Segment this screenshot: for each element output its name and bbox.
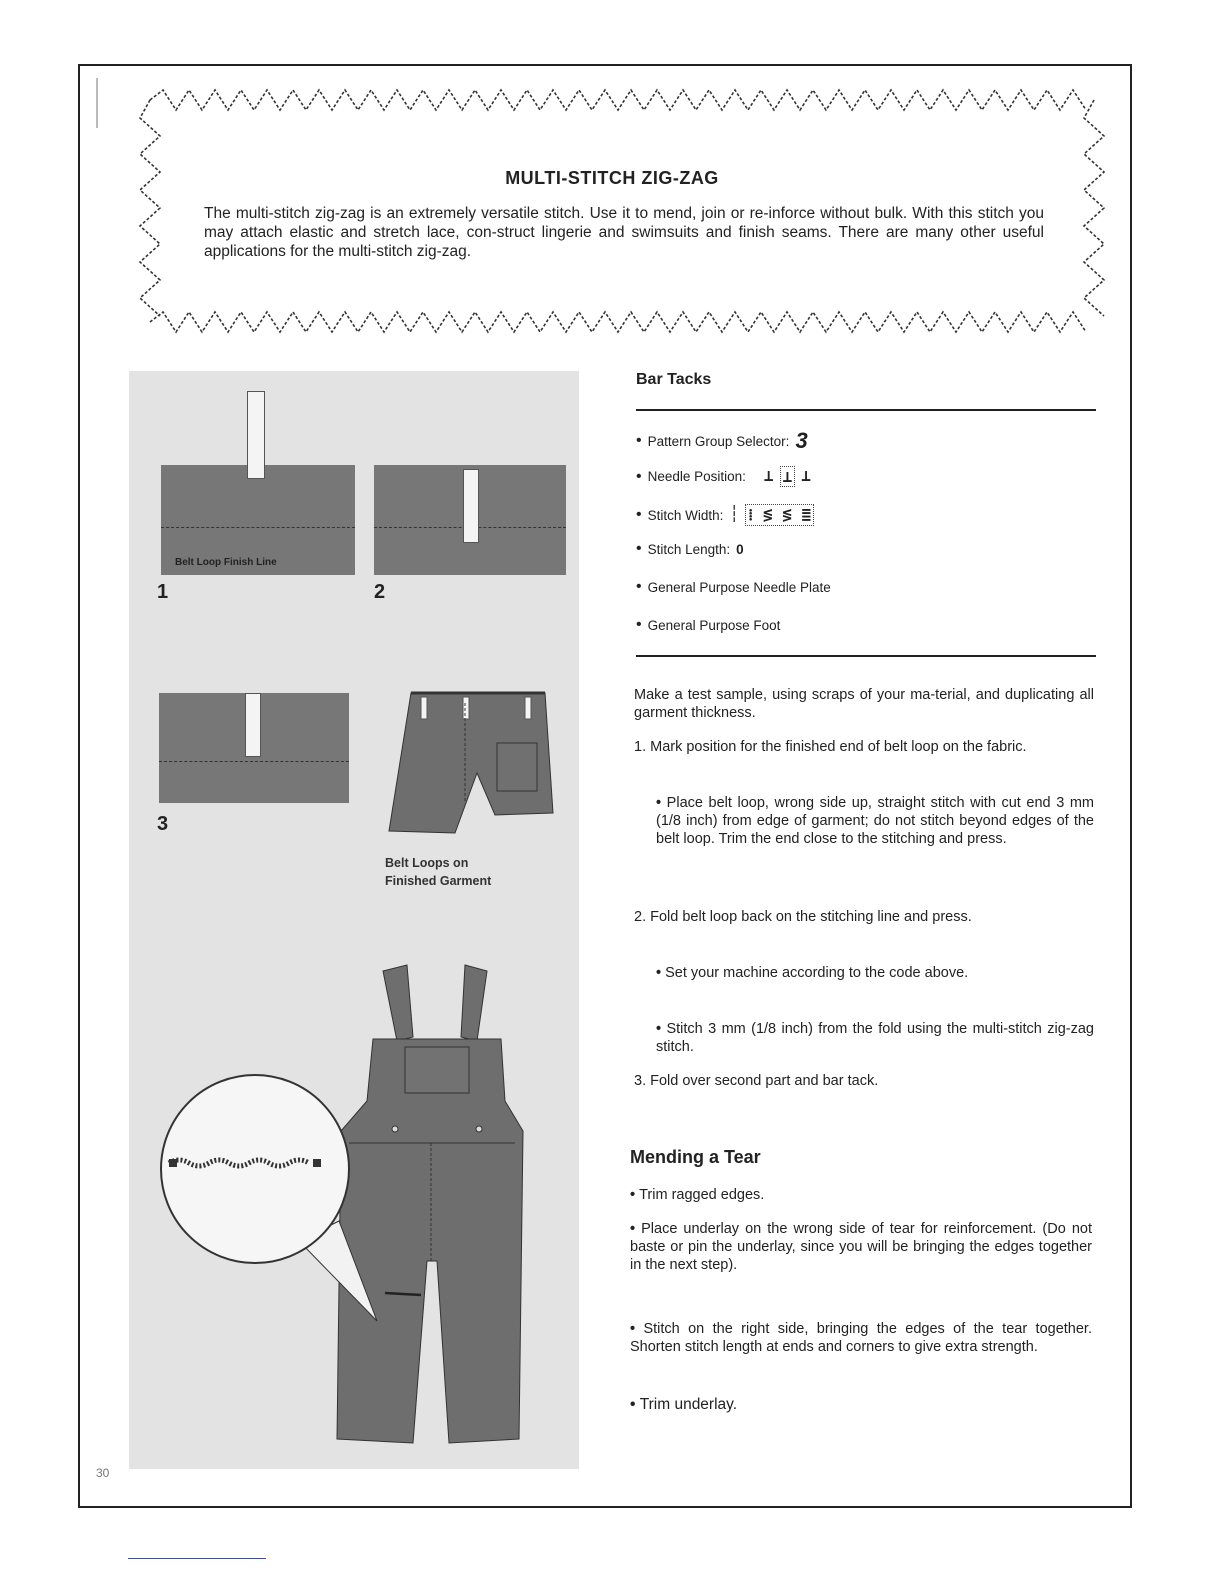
page-number: 30 bbox=[96, 1466, 110, 1480]
belt-loop-2 bbox=[463, 469, 479, 543]
stitch-width-label: Stitch Width: bbox=[647, 507, 724, 523]
section-title: MULTI-STITCH ZIG-ZAG bbox=[505, 168, 719, 188]
divider-bottom bbox=[636, 655, 1096, 657]
needle-position-label: Needle Position: bbox=[647, 469, 746, 484]
bar-tacks-intro: Make a test sample, using scraps of your ma-terial, and duplicating all garment thickness. bbox=[634, 687, 1094, 721]
finished-garment-illustration bbox=[385, 683, 555, 843]
stitch-width-icons bbox=[729, 504, 814, 526]
illustration-panel bbox=[129, 371, 579, 1469]
footer-link-line bbox=[128, 1558, 266, 1559]
needle-plate-label: General Purpose Needle Plate bbox=[647, 579, 831, 595]
margin-mark bbox=[96, 78, 98, 128]
stitch-length-value: 0 bbox=[736, 541, 744, 557]
fabric-swatch-1 bbox=[161, 465, 355, 575]
magnifier-callout bbox=[149, 1071, 429, 1331]
pattern-group-value: 3 bbox=[795, 428, 808, 453]
spec-foot: • General Purpose Foot bbox=[636, 616, 781, 633]
width-narrow-icon: ┆ bbox=[729, 504, 740, 523]
needle-right-icon: ⊥ bbox=[801, 466, 811, 485]
foot-label: General Purpose Foot bbox=[647, 617, 781, 633]
stitch-length-label: Stitch Length: bbox=[647, 541, 731, 557]
spec-needle-position: • Needle Position: ⊥ ⊥ ⊥ bbox=[636, 466, 811, 486]
intro-paragraph: The multi-stitch zig-zag is an extremely versatile stitch. Use it to mend, join or re-inforce without bulk. With this stitch you may attach elastic and stretch lace, con-struct lingerie and swimsuits and finish seams. There are many other useful applications for the multi-stitch zig-zag. bbox=[204, 205, 1044, 260]
step-2: 2. Fold belt loop back on the stitching line and press. bbox=[634, 909, 972, 925]
fig4-caption-line1: Belt Loops on bbox=[385, 856, 469, 870]
step-1: 1. Mark position for the finished end of belt loop on the fabric. bbox=[634, 739, 1027, 755]
mending-heading: Mending a Tear bbox=[630, 1147, 761, 1167]
spec-pattern-group: • Pattern Group Selector: 3 bbox=[636, 428, 808, 453]
mending-bullet-1: • Trim ragged edges. bbox=[630, 1186, 1092, 1204]
step-2-bullet-2: • Stitch 3 mm (1/8 inch) from the fold using the multi-stitch zig-zag stitch. bbox=[656, 1020, 1094, 1056]
mending-bullet-4: • Trim underlay. bbox=[630, 1396, 1092, 1414]
pattern-group-label: Pattern Group Selector: bbox=[647, 433, 790, 449]
figure-number-1: 1 bbox=[157, 581, 169, 603]
figure-number-3: 3 bbox=[157, 813, 169, 835]
needle-position-icons bbox=[764, 466, 811, 487]
width-selected-icon: ⁞ ≶ ≶ ≣ bbox=[745, 504, 814, 526]
belt-loop-3 bbox=[245, 693, 261, 757]
bar-tacks-heading: Bar Tacks bbox=[636, 371, 712, 388]
figure-number-2: 2 bbox=[374, 581, 386, 603]
step-3: 3. Fold over second part and bar tack. bbox=[634, 1073, 879, 1089]
mending-bullet-3: • Stitch on the right side, bringing the edges of the tear together. Shorten stitch length at ends and corners to give extra strength. bbox=[630, 1320, 1092, 1356]
spec-needle-plate: • General Purpose Needle Plate bbox=[636, 578, 831, 595]
fig1-caption: Belt Loop Finish Line bbox=[175, 557, 277, 568]
belt-loop-1 bbox=[247, 391, 265, 479]
step-2-bullet-1: • Set your machine according to the code above. bbox=[656, 964, 1094, 982]
divider-top bbox=[636, 409, 1096, 411]
spec-stitch-length: • Stitch Length: 0 bbox=[636, 540, 744, 557]
spec-stitch-width: • Stitch Width: ┆ ⁞ ≶ ≶ ≣ bbox=[636, 504, 814, 526]
mending-bullet-2: • Place underlay on the wrong side of tear for reinforcement. (Do not baste or pin the underlay, since you will be bringing the edges together in the next step). bbox=[630, 1220, 1092, 1274]
step-1-bullet: • Place belt loop, wrong side up, straight stitch with cut end 3 mm (1/8 inch) from edge of garment; do not stitch beyond edges of the belt loop. Trim the end close to the stitching and press. bbox=[656, 794, 1094, 848]
needle-left-icon: ⊥ bbox=[763, 466, 774, 485]
fig4-caption-line2: Finished Garment bbox=[385, 874, 492, 888]
needle-center-icon: ⊥ bbox=[780, 466, 796, 487]
